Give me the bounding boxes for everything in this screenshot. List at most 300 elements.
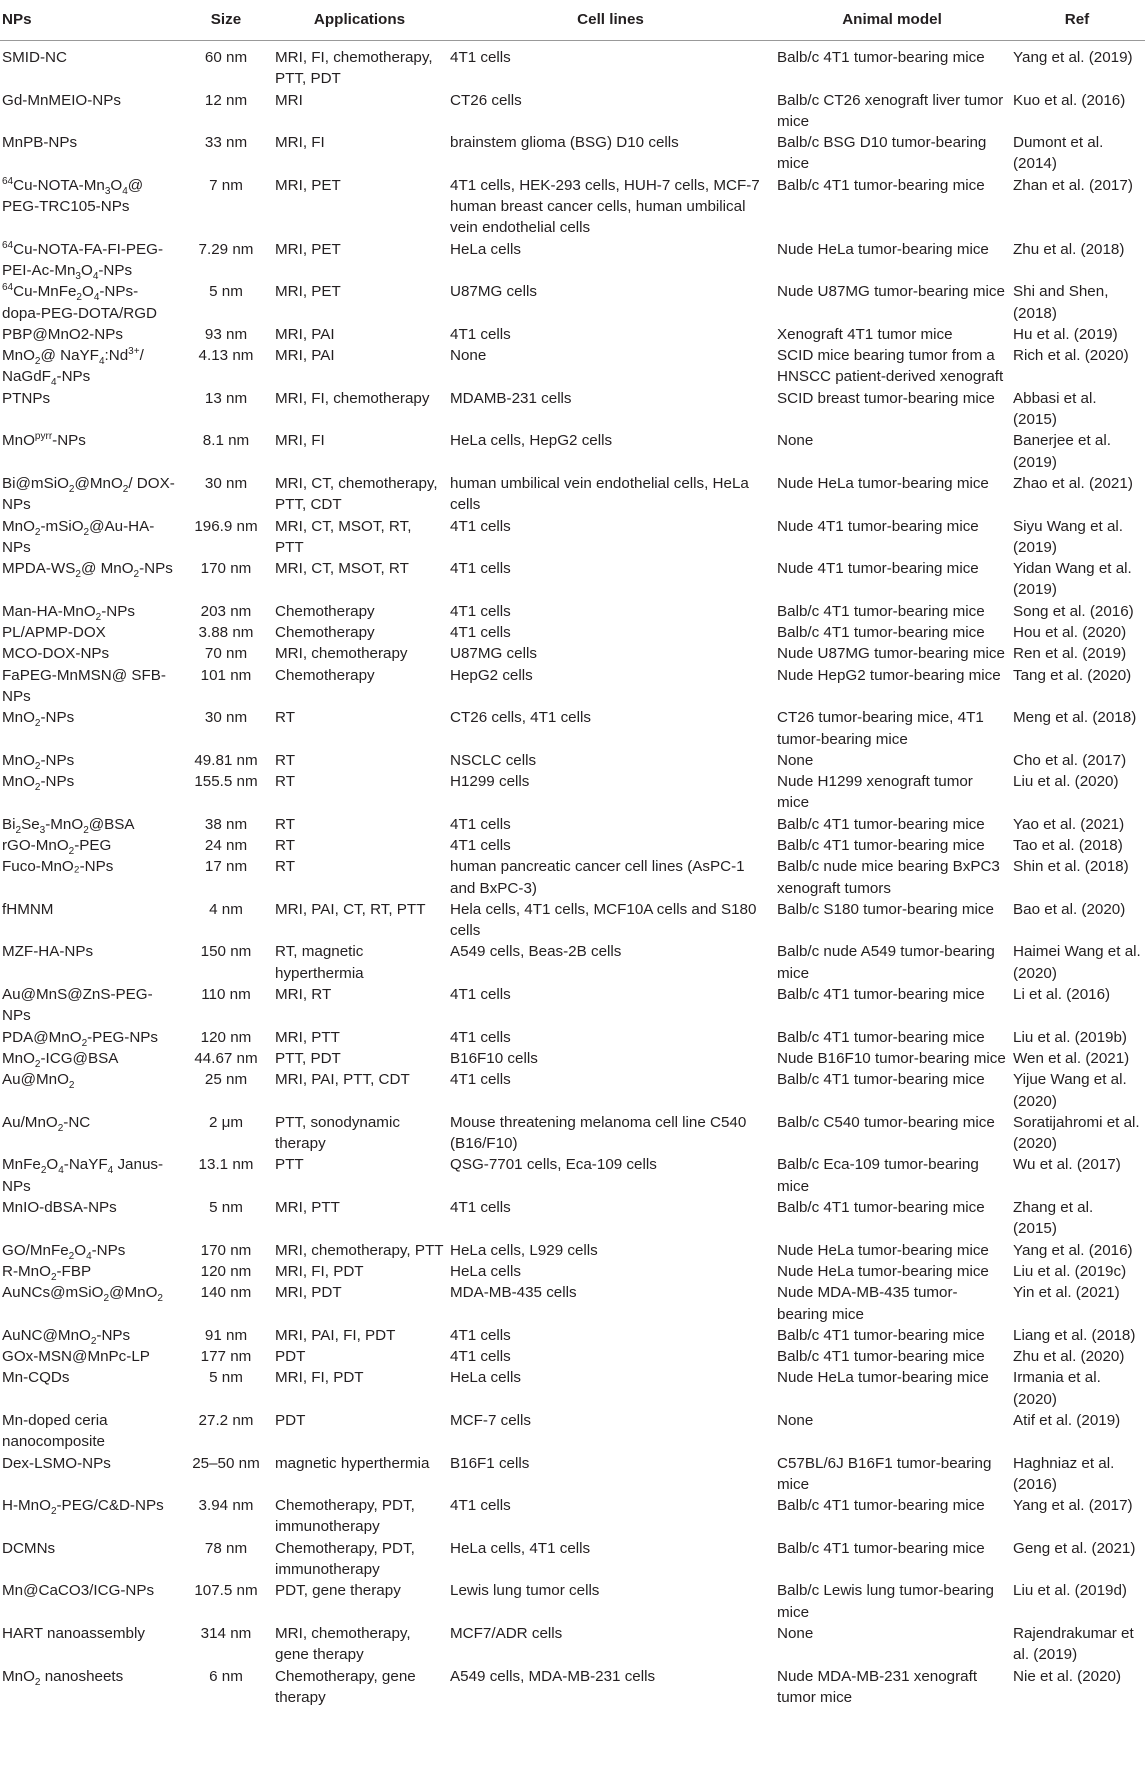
cell-ref: Tao et al. (2018) <box>1013 836 1123 854</box>
cell-applications: PTT, sonodynamic therapy <box>275 1113 400 1153</box>
cell-animal-model: None <box>777 751 814 769</box>
cell-applications: MRI, PET <box>275 283 341 301</box>
table-row <box>0 473 1145 516</box>
cell-nps: Fuco-MnO₂-NPs <box>2 858 114 876</box>
header-cell-lines: Cell lines <box>448 0 775 41</box>
cell-size: 5 nm <box>209 1199 243 1217</box>
table-row <box>0 239 1145 282</box>
cell-cell-lines: 4T1 cells <box>450 560 511 578</box>
cell-size: 25 nm <box>204 1071 248 1089</box>
cell-applications: MRI, FI <box>275 432 325 450</box>
cell-applications: Chemotherapy <box>275 666 375 684</box>
cell-animal-model: Nude 4T1 tumor-bearing mice <box>777 560 979 578</box>
cell-animal-model: Balb/c 4T1 tumor-bearing mice <box>777 1028 985 1046</box>
cell-cell-lines: A549 cells, MDA-MB-231 cells <box>450 1667 656 1685</box>
cell-cell-lines: Lewis lung tumor cells <box>450 1582 600 1600</box>
cell-animal-model: Balb/c Eca-109 tumor-bearing mice <box>777 1156 979 1195</box>
cell-cell-lines: 4T1 cells <box>450 1497 511 1515</box>
cell-size: 155.5 nm <box>194 773 258 791</box>
cell-cell-lines: MCF7/ADR cells <box>450 1624 563 1642</box>
cell-animal-model: Balb/c 4T1 tumor-bearing mice <box>777 1539 985 1557</box>
table-row <box>0 835 1145 856</box>
cell-cell-lines: 4T1 cells <box>450 815 511 833</box>
cell-ref: Yidan Wang et al. (2019) <box>1013 560 1132 599</box>
cell-size: 120 nm <box>200 1262 252 1280</box>
cell-nps: Mn-doped ceria nanocomposite <box>2 1412 108 1451</box>
cell-size: 203 nm <box>200 602 252 620</box>
table-row <box>0 1048 1145 1069</box>
cell-nps: AuNCs@mSiO$_2$@MnO$_2$ <box>2 1284 163 1305</box>
cell-nps: H-MnO$_2$-PEG/C&D-NPs <box>2 1497 164 1518</box>
header-applications: Applications <box>273 0 448 41</box>
cell-cell-lines: NSCLC cells <box>450 751 537 769</box>
cell-animal-model: Balb/c 4T1 tumor-bearing mice <box>777 1071 985 1089</box>
cell-cell-lines: human pancreatic cancer cell lines (AsPC-1 and BxPC-3) <box>450 858 745 897</box>
cell-animal-model: Nude HeLa tumor-bearing mice <box>777 474 989 492</box>
cell-nps: MnO$_2$-mSiO$_2$@Au-HA-NPs <box>2 517 155 556</box>
table-row <box>0 132 1145 175</box>
cell-cell-lines: B16F1 cells <box>450 1454 530 1472</box>
cell-ref: Hou et al. (2020) <box>1013 624 1127 642</box>
cell-nps: R-MnO$_2$-FBP <box>2 1262 92 1283</box>
table-row <box>0 1325 1145 1346</box>
cell-nps: MnO$^{pyrr}$-NPs <box>2 431 86 450</box>
cell-animal-model: Balb/c 4T1 tumor-bearing mice <box>777 1199 985 1217</box>
cell-applications: RT <box>275 773 295 791</box>
table-row <box>0 281 1145 324</box>
cell-size: 101 nm <box>200 666 252 684</box>
cell-cell-lines: MCF-7 cells <box>450 1412 532 1429</box>
table-row <box>0 388 1145 431</box>
table-row <box>0 771 1145 814</box>
cell-nps: PDA@MnO$_2$-PEG-NPs <box>2 1028 159 1049</box>
cell-ref: Yao et al. (2021) <box>1013 815 1125 833</box>
cell-size: 107.5 nm <box>194 1582 258 1600</box>
table-row <box>0 1261 1145 1282</box>
cell-ref: Dumont et al. (2014) <box>1013 134 1104 173</box>
cell-applications: PTT <box>275 1156 304 1174</box>
cell-applications: MRI, CT, MSOT, RT, PTT <box>275 517 412 556</box>
cell-animal-model: Balb/c 4T1 tumor-bearing mice <box>777 1348 985 1366</box>
cell-size: 314 nm <box>200 1624 252 1642</box>
cell-applications: MRI, PET <box>275 240 341 258</box>
cell-size: 38 nm <box>204 815 248 833</box>
cell-cell-lines: CT26 cells <box>450 91 522 109</box>
cell-animal-model: Nude U87MG tumor-bearing mice <box>777 645 1005 663</box>
cell-ref: Yang et al. (2017) <box>1013 1497 1133 1515</box>
cell-animal-model: Nude B16F10 tumor-bearing mice <box>777 1049 1006 1067</box>
cell-nps: $Bi_2Se_3-MnO_2@BSA$ <box>2 815 135 836</box>
cell-animal-model: Balb/c BSG D10 tumor-bearing mice <box>777 134 987 173</box>
cell-applications: MRI, FI, PDT <box>275 1369 364 1387</box>
cell-size: 13.1 nm <box>198 1156 254 1174</box>
cell-applications: RT <box>275 815 295 833</box>
table-row <box>0 430 1145 473</box>
cell-cell-lines: 4T1 cells <box>450 1326 511 1344</box>
cell-size: 120 nm <box>200 1028 252 1046</box>
cell-size: 78 nm <box>204 1539 248 1557</box>
cell-applications: MRI, FI, chemotherapy, PTT, PDT <box>275 49 433 88</box>
cell-size: 110 nm <box>201 986 251 1004</box>
cell-nps: PL/APMP-DOX <box>2 624 106 642</box>
cell-applications: MRI <box>275 91 303 109</box>
cell-nps: MnPB-NPs <box>2 134 78 152</box>
cell-ref: Liu et al. (2020) <box>1013 773 1119 791</box>
table-row <box>0 814 1145 835</box>
cell-ref: Nie et al. (2020) <box>1013 1667 1122 1685</box>
cell-ref: Haimei Wang et al. (2020) <box>1013 943 1141 982</box>
cell-ref: Yin et al. (2021) <box>1013 1284 1120 1302</box>
cell-cell-lines: HeLa cells <box>450 1262 521 1280</box>
header-row <box>0 0 1145 41</box>
cell-applications: MRI, PAI <box>275 347 335 365</box>
cell-size: 70 nm <box>204 645 248 663</box>
cell-size: 4.13 nm <box>198 347 254 365</box>
cell-nps: MPDA-$WS_2@$ MnO$_2$-NPs <box>2 560 173 581</box>
cell-applications: MRI, chemotherapy, gene therapy <box>275 1624 411 1664</box>
cell-animal-model: None <box>777 1624 814 1642</box>
cell-size: 150 nm <box>200 943 252 961</box>
cell-applications: RT <box>275 751 295 769</box>
cell-nps: $^{64}Cu-NOTA-FA-FI-PEG-PEI-Ac-Mn_3O_4$-NPs <box>2 239 164 282</box>
cell-applications: MRI, PAI <box>275 325 335 343</box>
cell-nps: Dex-LSMO-NPs <box>2 1454 111 1472</box>
cell-ref: Banerjee et al. (2019) <box>1013 432 1111 471</box>
cell-ref: Zhao et al. (2021) <box>1013 474 1133 492</box>
cell-cell-lines: HeLa cells, L929 cells <box>450 1241 598 1259</box>
cell-size: 12 nm <box>204 91 248 109</box>
cell-size: 177 nm <box>200 1348 252 1366</box>
table-row <box>0 707 1145 750</box>
cell-nps: MnO$_2$ nanosheets <box>2 1667 124 1688</box>
cell-animal-model: Balb/c 4T1 tumor-bearing mice <box>777 1326 985 1344</box>
cell-nps: MnO$_2$-ICG@BSA <box>2 1049 119 1070</box>
cell-nps: MnO$_2$-NPs <box>2 751 75 772</box>
cell-applications: PDT <box>275 1348 306 1366</box>
cell-animal-model: CT26 tumor-bearing mice, 4T1 tumor-bearing mice <box>777 709 984 748</box>
cell-applications: Chemotherapy, PDT, immunotherapy <box>275 1539 415 1579</box>
cell-nps: Man-HA-MnO$_2$-NPs <box>2 602 135 623</box>
cell-animal-model: Balb/c 4T1 tumor-bearing mice <box>777 49 985 66</box>
table-row <box>0 558 1145 601</box>
cell-ref: Abbasi et al. (2015) <box>1013 389 1097 429</box>
cell-applications: RT <box>275 836 295 854</box>
table-row <box>0 516 1145 559</box>
cell-size: 30 nm <box>204 709 248 727</box>
cell-nps: PTNPs <box>2 389 51 407</box>
cell-applications: MRI, RT <box>275 986 332 1004</box>
cell-size: 196.9 nm <box>194 517 258 535</box>
cell-size: 60 nm <box>204 49 248 66</box>
header-ref: Ref <box>1011 0 1145 41</box>
cell-ref: Haghniaz et al. (2016) <box>1013 1454 1115 1493</box>
cell-animal-model: Balb/c 4T1 tumor-bearing mice <box>777 836 985 854</box>
cell-ref: Zhang et al. (2015) <box>1013 1199 1094 1238</box>
cell-applications: MRI, FI <box>275 134 325 152</box>
cell-size: 33 nm <box>204 134 248 152</box>
cell-size: 4 nm <box>209 900 243 918</box>
cell-ref: Wen et al. (2021) <box>1013 1049 1130 1067</box>
table-row <box>0 90 1145 133</box>
table-row <box>0 941 1145 984</box>
cell-animal-model: Nude HeLa tumor-bearing mice <box>777 240 989 258</box>
cell-cell-lines: HeLa cells <box>450 240 521 258</box>
cell-cell-lines: A549 cells, Beas-2B cells <box>450 943 622 961</box>
cell-nps: AuNC@MnO$_2$-NPs <box>2 1326 131 1347</box>
cell-nps: MZF-HA-NPs <box>2 943 94 961</box>
cell-cell-lines: HeLa cells <box>450 1369 521 1387</box>
cell-nps: GOx-MSN@MnPc-LP <box>2 1348 150 1366</box>
cell-ref: Li et al. (2016) <box>1013 986 1111 1004</box>
cell-size: 5 nm <box>209 1369 243 1387</box>
cell-ref: Liu et al. (2019b) <box>1013 1028 1127 1046</box>
cell-cell-lines: HeLa cells, 4T1 cells <box>450 1539 591 1557</box>
cell-nps: Au@MnO$_2$ <box>2 1071 75 1092</box>
cell-nps: rGO-MnO$_2$-PEG <box>2 836 112 858</box>
cell-cell-lines: human umbilical vein endothelial cells, HeLa cells <box>450 474 749 514</box>
cell-animal-model: None <box>777 1412 814 1429</box>
cell-applications: magnetic hyperthermia <box>275 1454 430 1472</box>
cell-ref: Geng et al. (2021) <box>1013 1539 1136 1557</box>
cell-animal-model: Balb/c CT26 xenograft liver tumor mice <box>777 91 1004 130</box>
cell-animal-model: Balb/c 4T1 tumor-bearing mice <box>777 624 985 642</box>
cell-ref: Liu et al. (2019c) <box>1013 1262 1127 1280</box>
cell-applications: RT <box>275 709 295 727</box>
cell-applications: PDT <box>275 1412 306 1429</box>
cell-size: 5 nm <box>209 283 243 301</box>
cell-cell-lines: 4T1 cells <box>450 986 511 1004</box>
cell-applications: MRI, PAI, CT, RT, PTT <box>275 900 426 918</box>
cell-nps: Mn-CQDs <box>2 1369 70 1387</box>
cell-ref: Meng et al. (2018) <box>1013 709 1137 727</box>
table-row <box>0 1495 1145 1538</box>
cell-applications: MRI, FI, chemotherapy <box>275 389 430 407</box>
cell-cell-lines: None <box>450 347 487 365</box>
cell-ref: Yang et al. (2016) <box>1013 1241 1133 1259</box>
cell-cell-lines: 4T1 cells <box>450 49 511 66</box>
cell-applications: RT <box>275 858 295 876</box>
cell-size: 3.88 nm <box>198 624 254 642</box>
cell-ref: Bao et al. (2020) <box>1013 900 1126 918</box>
cell-animal-model: Nude MDA-MB-231 xenograft tumor mice <box>777 1667 978 1706</box>
cell-ref: Atif et al. (2019) <box>1013 1412 1121 1429</box>
cell-cell-lines: B16F10 cells <box>450 1049 538 1067</box>
table-row <box>0 984 1145 1027</box>
cell-cell-lines: Mouse threatening melanoma cell line C540 (B16/F10) <box>450 1113 747 1153</box>
cell-applications: MRI, PTT <box>275 1028 340 1046</box>
table-row <box>0 41 1145 90</box>
cell-animal-model: Balb/c 4T1 tumor-bearing mice <box>777 1497 985 1515</box>
cell-animal-model: Nude 4T1 tumor-bearing mice <box>777 517 979 535</box>
cell-animal-model: Nude MDA-MB-435 tumor-bearing mice <box>777 1284 958 1323</box>
cell-size: 13 nm <box>204 389 248 407</box>
cell-cell-lines: 4T1 cells <box>450 1199 511 1217</box>
cell-size: 24 nm <box>204 836 248 854</box>
cell-nps: PBP@MnO2-NPs <box>2 325 123 343</box>
cell-animal-model: Balb/c S180 tumor-bearing mice <box>777 900 994 918</box>
cell-cell-lines: HeLa cells, HepG2 cells <box>450 432 613 450</box>
cell-applications: MRI, PAI, PTT, CDT <box>275 1071 410 1089</box>
cell-nps: MnO$_2$-NPs <box>2 773 75 794</box>
table-row <box>0 1346 1145 1367</box>
cell-applications: MRI, PET <box>275 176 341 194</box>
cell-animal-model: Nude HeLa tumor-bearing mice <box>777 1262 989 1280</box>
cell-cell-lines: Hela cells, 4T1 cells, MCF10A cells and S180 cells <box>450 900 757 940</box>
cell-applications: Chemotherapy <box>275 624 375 642</box>
cell-cell-lines: 4T1 cells <box>450 836 511 854</box>
cell-ref: Song et al. (2016) <box>1013 602 1134 620</box>
cell-nps: Gd-MnMEIO-NPs <box>2 91 121 109</box>
cell-animal-model: Nude U87MG tumor-bearing mice <box>777 283 1005 301</box>
cell-ref: Wu et al. (2017) <box>1013 1156 1121 1174</box>
cell-applications: MRI, chemotherapy, PTT <box>275 1241 444 1259</box>
table-row <box>0 750 1145 771</box>
cell-applications: PDT, gene therapy <box>275 1582 401 1600</box>
cell-cell-lines: 4T1 cells <box>450 517 511 535</box>
cell-cell-lines: QSG-7701 cells, Eca-109 cells <box>450 1156 657 1174</box>
cell-size: 25–50 nm <box>192 1454 260 1472</box>
cell-animal-model: Balb/c 4T1 tumor-bearing mice <box>777 815 985 833</box>
cell-cell-lines: MDAMB-231 cells <box>450 389 572 407</box>
cell-ref: Kuo et al. (2016) <box>1013 91 1126 109</box>
cell-animal-model: SCID mice bearing tumor from a HNSCC patient-derived xenograft <box>777 347 1004 386</box>
cell-size: 140 nm <box>200 1284 252 1302</box>
table-row <box>0 856 1145 899</box>
cell-ref: Zhu et al. (2018) <box>1013 240 1125 258</box>
cell-applications: MRI, CT, chemotherapy, PTT, CDT <box>275 474 438 514</box>
cell-ref: Yijue Wang et al. (2020) <box>1013 1071 1127 1110</box>
cell-animal-model: Balb/c 4T1 tumor-bearing mice <box>777 986 985 1004</box>
cell-applications: MRI, FI, PDT <box>275 1262 364 1280</box>
table-body <box>0 41 1145 1709</box>
cell-animal-model: None <box>777 432 814 450</box>
cell-ref: Liu et al. (2019d) <box>1013 1582 1127 1600</box>
header-animal-model: Animal model <box>775 0 1011 41</box>
cell-size: 7.29 nm <box>198 240 254 258</box>
cell-nps: Au@MnS@ZnS-PEG-NPs <box>2 986 153 1025</box>
table-row <box>0 1197 1145 1240</box>
cell-nps: MnO$_2$@ $NaYF_4:Nd^{3+}/$ NaGdF$_4$-NPs <box>2 346 144 389</box>
cell-ref: Cho et al. (2017) <box>1013 751 1127 769</box>
cell-cell-lines: brainstem glioma (BSG) D10 cells <box>450 134 679 152</box>
cell-cell-lines: 4T1 cells <box>450 602 511 620</box>
cell-nps: $^{64}Cu-NOTA-Mn_3O_4@$ PEG-TRC105-NPs <box>2 175 144 216</box>
table-row <box>0 1282 1145 1325</box>
table-row <box>0 324 1145 345</box>
table-row <box>0 643 1145 664</box>
cell-cell-lines: U87MG cells <box>450 283 537 301</box>
table-row <box>0 1538 1145 1581</box>
cell-ref: Rich et al. (2020) <box>1013 347 1129 365</box>
cell-cell-lines: 4T1 cells <box>450 1028 511 1046</box>
cell-size: 7 nm <box>209 176 243 194</box>
table-row <box>0 622 1145 643</box>
cell-cell-lines: 4T1 cells, HEK-293 cells, HUH-7 cells, MCF-7 human breast cancer cells, human umbilical vein endothelial cells <box>450 176 760 237</box>
cell-animal-model: Nude H1299 xenograft tumor mice <box>777 773 973 812</box>
table-row <box>0 665 1145 708</box>
cell-size: 170 nm <box>200 560 252 578</box>
table-row <box>0 1580 1145 1623</box>
cell-nps: fHMNM <box>2 900 54 918</box>
cell-nps: $MnFe_2O_4-NaYF_4$ Janus-NPs <box>2 1156 164 1195</box>
cell-ref: Hu et al. (2019) <box>1013 325 1118 343</box>
cell-ref: Soratijahromi et al. (2020) <box>1013 1113 1140 1153</box>
cell-ref: Ren et al. (2019) <box>1013 645 1127 663</box>
cell-applications: MRI, PTT <box>275 1199 340 1217</box>
cell-size: 170 nm <box>200 1241 252 1259</box>
cell-cell-lines: HepG2 cells <box>450 666 533 684</box>
cell-cell-lines: H1299 cells <box>450 773 530 791</box>
cell-cell-lines: MDA-MB-435 cells <box>450 1284 577 1302</box>
header-size: Size <box>181 0 273 41</box>
table-row <box>0 1112 1145 1155</box>
cell-cell-lines: 4T1 cells <box>450 1071 511 1089</box>
cell-size: 30 nm <box>204 474 248 492</box>
cell-cell-lines: 4T1 cells <box>450 1348 511 1366</box>
cell-size: 91 nm <box>204 1326 248 1344</box>
cell-ref: Tang et al. (2020) <box>1013 666 1132 684</box>
header-nps: NPs <box>0 0 181 41</box>
table-row <box>0 1453 1145 1496</box>
table-row <box>0 1154 1145 1197</box>
cell-applications: RT, magnetic hyperthermia <box>275 943 364 982</box>
cell-cell-lines: CT26 cells, 4T1 cells <box>450 709 591 727</box>
cell-ref: Rajendrakumar et al. (2019) <box>1013 1624 1134 1664</box>
cell-size: 93 nm <box>204 325 248 343</box>
cell-nps: FaPEG-MnMSN@ SFB-NPs <box>2 666 166 705</box>
cell-nps: HART nanoassembly <box>2 1624 145 1642</box>
cell-size: 6 nm <box>209 1667 243 1685</box>
cell-applications: PTT, PDT <box>275 1049 341 1067</box>
cell-animal-model: Nude HeLa tumor-bearing mice <box>777 1241 989 1259</box>
cell-applications: MRI, CT, MSOT, RT <box>275 560 409 578</box>
cell-size: 2 μm <box>208 1113 244 1131</box>
cell-nps: $^{64}Cu-MnFe_2O_4-NPs-dopa-PEG-DOTA$/RGD <box>2 282 158 322</box>
table-row <box>0 1027 1145 1048</box>
cell-nps: MCO-DOX-NPs <box>2 645 110 663</box>
cell-animal-model: C57BL/6J B16F1 tumor-bearing mice <box>777 1454 992 1493</box>
cell-applications: MRI, PAI, FI, PDT <box>275 1326 396 1344</box>
cell-animal-model: Balb/c nude A549 tumor-bearing mice <box>777 943 995 982</box>
table-row <box>0 1069 1145 1112</box>
cell-ref: Zhu et al. (2020) <box>1013 1348 1125 1366</box>
cell-size: 17 nm <box>204 858 248 876</box>
cell-animal-model: Balb/c nude mice bearing BxPC3 xenograft tumors <box>777 858 1000 897</box>
cell-ref: Yang et al. (2019) <box>1013 49 1133 66</box>
cell-nps: Bi@mSiO$_2$@MnO$_2$/ DOX-NPs <box>2 474 175 514</box>
cell-size: 27.2 nm <box>198 1412 254 1429</box>
cell-nps: SMID-NC <box>2 49 67 66</box>
cell-applications: MRI, chemotherapy <box>275 645 408 663</box>
table-row <box>0 175 1145 239</box>
cell-animal-model: Nude HepG2 tumor-bearing mice <box>777 666 1001 684</box>
cell-applications: Chemotherapy <box>275 602 375 620</box>
cell-animal-model: Nude HeLa tumor-bearing mice <box>777 1369 989 1387</box>
cell-nps: $GO/MnFe_2O_4$-NPs <box>2 1241 126 1262</box>
cell-size: 49.81 nm <box>194 751 258 769</box>
cell-animal-model: Balb/c C540 tumor-bearing mice <box>777 1113 995 1131</box>
cell-ref: Shin et al. (2018) <box>1013 858 1129 876</box>
cell-cell-lines: 4T1 cells <box>450 325 511 343</box>
cell-applications: Chemotherapy, PDT, immunotherapy <box>275 1497 415 1536</box>
cell-nps: Mn@CaCO3/ICG-NPs <box>2 1582 155 1600</box>
cell-nps: DCMNs <box>2 1539 56 1557</box>
table-row <box>0 1623 1145 1666</box>
cell-size: 44.67 nm <box>194 1049 258 1067</box>
table-row <box>0 1410 1145 1453</box>
cell-ref: Irmania et al. (2020) <box>1013 1369 1101 1408</box>
cell-nps: Au/MnO$_2$-NC <box>2 1113 91 1134</box>
